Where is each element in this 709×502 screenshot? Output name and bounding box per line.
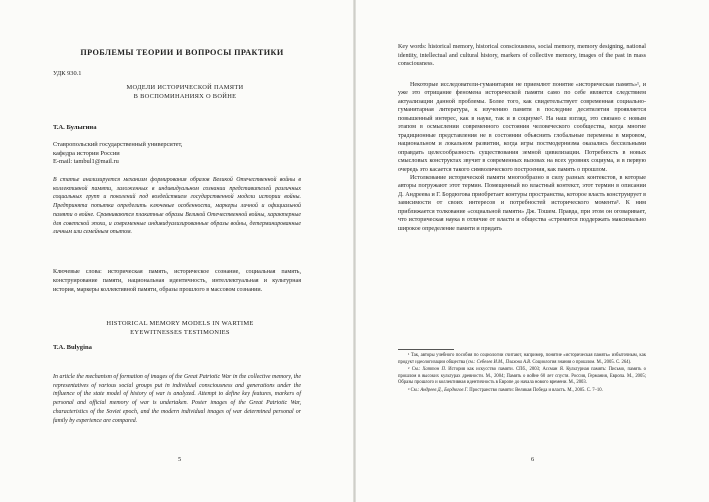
footnote-author: Андреев Д., Бордюгов Г.: [420, 387, 469, 393]
article-title-line: В ВОСПОМИНАНИЯХ О ВОЙНЕ: [133, 92, 237, 100]
affiliation: [53, 141, 182, 167]
affiliation-line: кафедра истории России: [53, 149, 120, 157]
footnote-text: См.:: [411, 367, 423, 373]
body-paragraph: Некоторые исследователи-гуманитарии не приемлют понятие «историческая память»¹, и уже это отрицание феномена исторической памяти само по себе является следствием актуализации данной проблемы. Более того, как свидетельствует современная социально-гуманитарная литература, к изучению памяти в последние десятилетия проявляется повышенный интерес, как в науке, так и в социуме². На наш взгляд, это связано с новым этапом в осмыслении современного состояния человеческого сообщества, когда многие традиционные представления не в состоянии объяснить глобальные перемены в мировом, национальном и локальном развитии, когда игры постмодернизма оказались бессильными оправдать целесообразность существования земной цивилизации. Потребность в новых смысловых конструктах звучит в современных вызовах на всех уровнях социума, и в первую очередь это касается такого символического построения, как память о прошлом.: [398, 82, 646, 173]
page-number-left: 5: [178, 456, 182, 463]
affiliation-line: Ставропольский государственный университет,: [53, 141, 183, 148]
footnote-mark: ³: [408, 387, 410, 393]
left-page: [0, 0, 354, 502]
footnote-mark: ¹: [408, 353, 410, 358]
article-title-en-line: HISTORICAL MEMORY MODELS IN WARTIME: [106, 320, 254, 327]
author-name: Т.А. Булыгина: [53, 124, 97, 131]
keywords-ru-label: Ключевые слова:: [53, 269, 102, 275]
article-title-en: [60, 320, 300, 337]
article-title-line: МОДЕЛИ ИСТОРИЧЕСКОЙ ПАМЯТИ: [126, 84, 244, 91]
footnote-tail: Пространство памяти: Великая Победа и власть. М., 2005. С. 7–10.: [468, 387, 603, 393]
author-email: E-mail: tambul1@mail.ru: [53, 158, 119, 166]
abstract-ru: В статье анализируется механизм формирования образов Великой Отечественной войны в коллективной памяти, заложенных в индивидуальном сознании представителей различных социальных групп и поколений под воздействием государственной модели истории войны. Предпринята попытка определить ключевые особенности, маркеры личной и официальной памяти о войне. Сравниваются плакатные образы Великой Отечественной войны, характерные для советской эпохи, и современные индивидуализированные образы войны, детерминированные личным или семейным опытом.: [53, 177, 301, 236]
footnote: [398, 367, 646, 387]
footnote-text: Так, авторы учебного пособия по социологии считают, например, понятие «историческая память» избыточным, как продукт идеологизации общества (см.:: [398, 353, 646, 365]
keywords-en-label: Key words:: [398, 44, 427, 50]
footnote-author: Себелев И.М., Плахова А.В.: [476, 359, 532, 365]
article-title-en-line: EYEWITNESSES TESTIMONIES: [130, 328, 230, 336]
keywords-en: [398, 43, 646, 69]
page-number-right: 6: [531, 456, 535, 463]
footnote-text: См.:: [410, 387, 421, 393]
body-paragraph: Истолкование исторической памяти многообразно в силу разных контекстов, в которые авторы погружают этот термин. Помещенный во властный контекст, этот термин в описании Д. Андреева и Г. Бордюгова приобретает контуры пространства, которое власть конструирует в зависимости от своих интересов и потребностей исторического момента³. К ним приближается толкование «социальной памяти» Дж. Тошем. Правда, при этом он оговаривает, что историческая наука в отличие от власти и общества «стремится поддержать максимально широкое определение памяти и придать: [398, 174, 646, 232]
footnote-mark: ²: [408, 367, 410, 373]
footnote: [398, 388, 646, 395]
right-page: [355, 0, 709, 502]
footnote: [398, 353, 646, 366]
footnote-tail: История как искусство памяти. СПб., 2003; Ассман Я. Культурная память: Письмо, память о прошлом в высоких культурах древности. М., 2004; Память о войне 60 лет спустя. Россия, Германия, Европа. М., 2005; Образы прошлого и коллективная идентичность в Европе до начала нового времени. М., 2003.: [398, 367, 647, 386]
article-title: [80, 84, 290, 101]
author-name-en: T.A. Bulygina: [53, 344, 92, 351]
body-text: [398, 81, 646, 233]
footnote-author: Хаттон П.: [422, 367, 447, 373]
footnote-tail: Социология знания о прошлом. М., 2005. С. 264).: [531, 359, 632, 365]
keywords-ru: [53, 268, 301, 294]
abstract-en: In article the mechanism of formation of images of the Great Patriotic War in the collective memory, the representatives of various social groups put in individual consciousness and generations under the influence of the state model of history of war is analyzed. Attempt to define key features, markers of personal and official memory of war is undertaken. Poster images of the Great Patriotic War, characteristics of the Soviet epoch, and the modern individual images of war determined personal or family by experience are compared.: [53, 374, 301, 424]
udk-code: УДК 930.1: [53, 70, 82, 77]
keywords-ru-text: историческая память, историческое сознание, социальная память, конструирование памяти, национальная идентичность, интеллектуальная и культурная история, маркеры коллективной памяти, образы прошлого в массовом сознании.: [53, 269, 301, 293]
footnote-divider: [398, 349, 454, 350]
section-title: ПРОБЛЕМЫ ТЕОРИИ И ВОПРОСЫ ПРАКТИКИ: [80, 48, 284, 57]
footnotes: [398, 353, 646, 396]
keywords-en-text: historical memory, historical consciousness, social memory, memory designing, national identity, intellectual and cultural history, markers of collective memory, images of the past in mass consciousness.: [398, 44, 646, 67]
